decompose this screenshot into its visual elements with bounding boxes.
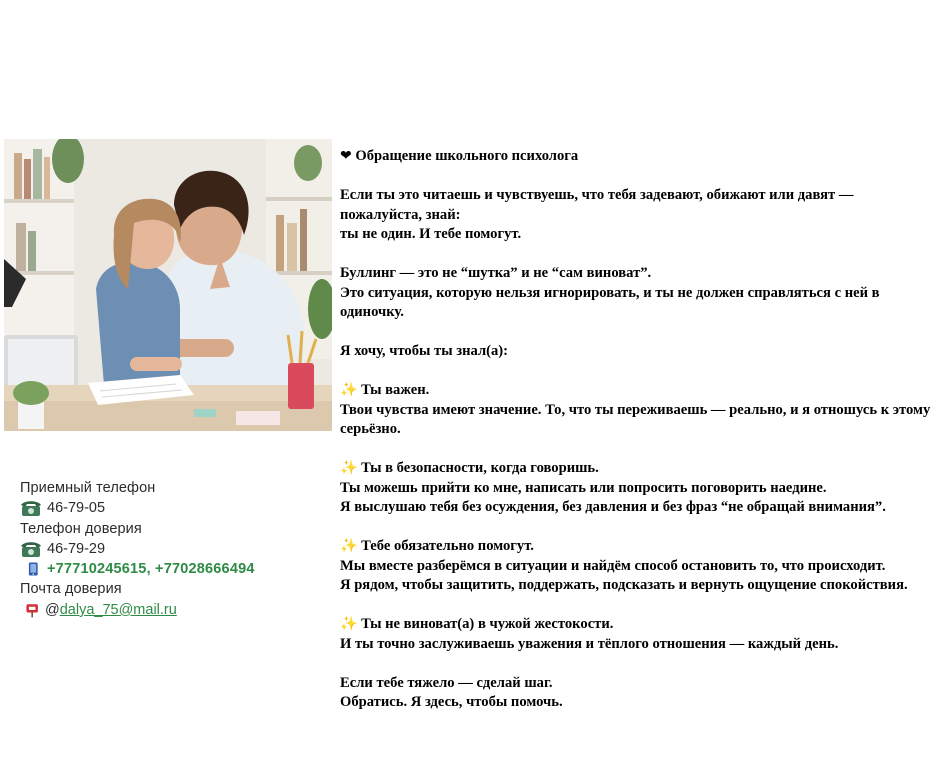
point-3-text-1: Мы вместе разберёмся в ситуации и найдём способ остановить то, что происходит.	[340, 557, 886, 574]
sparkles-icon: ✨	[340, 538, 358, 554]
sparkles-icon: ✨	[340, 616, 358, 632]
intro-paragraph-1: Если ты это читаешь и чувствуешь, что тебя задевают, обижают или давят — пожалуйста, знай:	[340, 187, 854, 223]
mailbox-icon	[24, 601, 42, 619]
reception-phone-row[interactable]	[16, 498, 292, 518]
point-1-title-line	[340, 381, 932, 401]
intro-paragraph-2: ты не один. И тебе помогут.	[340, 226, 522, 242]
mobile-phones-row[interactable]	[16, 559, 292, 579]
point-1-title: Ты важен.	[361, 382, 430, 398]
email-link[interactable]: dalya_75@mail.ru	[59, 601, 177, 618]
illustration	[4, 139, 332, 431]
email-row[interactable]	[16, 600, 292, 620]
email-label: Почта доверия	[20, 581, 122, 598]
trust-phone-label: Телефон доверия	[20, 520, 142, 537]
point-3-title: Тебе обязательно помогут.	[361, 538, 534, 554]
telephone-icon	[20, 540, 42, 558]
letter-title: Обращение школьного психолога	[355, 148, 579, 164]
closing-line-1: Если тебе тяжело — сделай шаг.	[340, 674, 553, 691]
point-2-text-1: Ты можешь прийти ко мне, написать или попросить поговорить наедине.	[340, 479, 827, 496]
point-3-title-line	[340, 537, 932, 557]
point-4-title-line	[340, 615, 932, 635]
mobile-phone-numbers[interactable]: +77710245615, +77028666494	[47, 561, 255, 578]
photo-teacher-with-girl	[4, 139, 332, 431]
point-2-title-line	[340, 459, 932, 479]
trust-phone-number[interactable]: 46-79-29	[47, 540, 106, 557]
want-you-to-know: Я хочу, чтобы ты знал(а):	[340, 343, 509, 359]
point-4-text: И ты точно заслуживаешь уважения и тёплого отношения — каждый день.	[340, 635, 839, 652]
letter-title-line	[340, 147, 932, 167]
point-2-title: Ты в безопасности, когда говоришь.	[361, 460, 599, 476]
trust-phone-label-row	[16, 519, 292, 539]
heart-icon: ❤	[340, 148, 352, 164]
trust-phone-row[interactable]	[16, 539, 292, 559]
email-at-sign: @	[45, 601, 60, 618]
telephone-icon	[20, 499, 42, 517]
sparkles-icon: ✨	[340, 382, 358, 398]
point-4-title: Ты не виноват(а) в чужой жестокости.	[361, 616, 614, 632]
reception-phone-label: Приемный телефон	[20, 480, 156, 496]
point-1-text: Твои чувства имеют значение. То, что ты переживаешь — реально, и я отношусь к этому серьёзно.	[340, 401, 931, 437]
contacts-block	[16, 466, 292, 626]
closing-line-2: Обратись. Я здесь, чтобы помочь.	[340, 694, 563, 710]
psychologist-letter	[340, 147, 932, 713]
bullying-paragraph-1: Буллинг — это не “шутка” и не “сам виноват”.	[340, 265, 652, 281]
point-3-text-2: Я рядом, чтобы защитить, поддержать, подсказать и вернуть ощущение спокойствия.	[340, 577, 908, 593]
email-label-row	[16, 579, 292, 599]
reception-phone-label-row	[16, 478, 292, 498]
bullying-paragraph-2: Это ситуация, которую нельзя игнорировать, и ты не должен справляться с ней в одиночку.	[340, 284, 880, 320]
point-2-text-2: Я выслушаю тебя без осуждения, без давления и без фраз “не обращай внимания”.	[340, 499, 886, 515]
reception-phone-number[interactable]: 46-79-05	[47, 500, 106, 517]
mobile-phone-icon	[26, 560, 42, 578]
sparkles-icon: ✨	[340, 460, 358, 476]
